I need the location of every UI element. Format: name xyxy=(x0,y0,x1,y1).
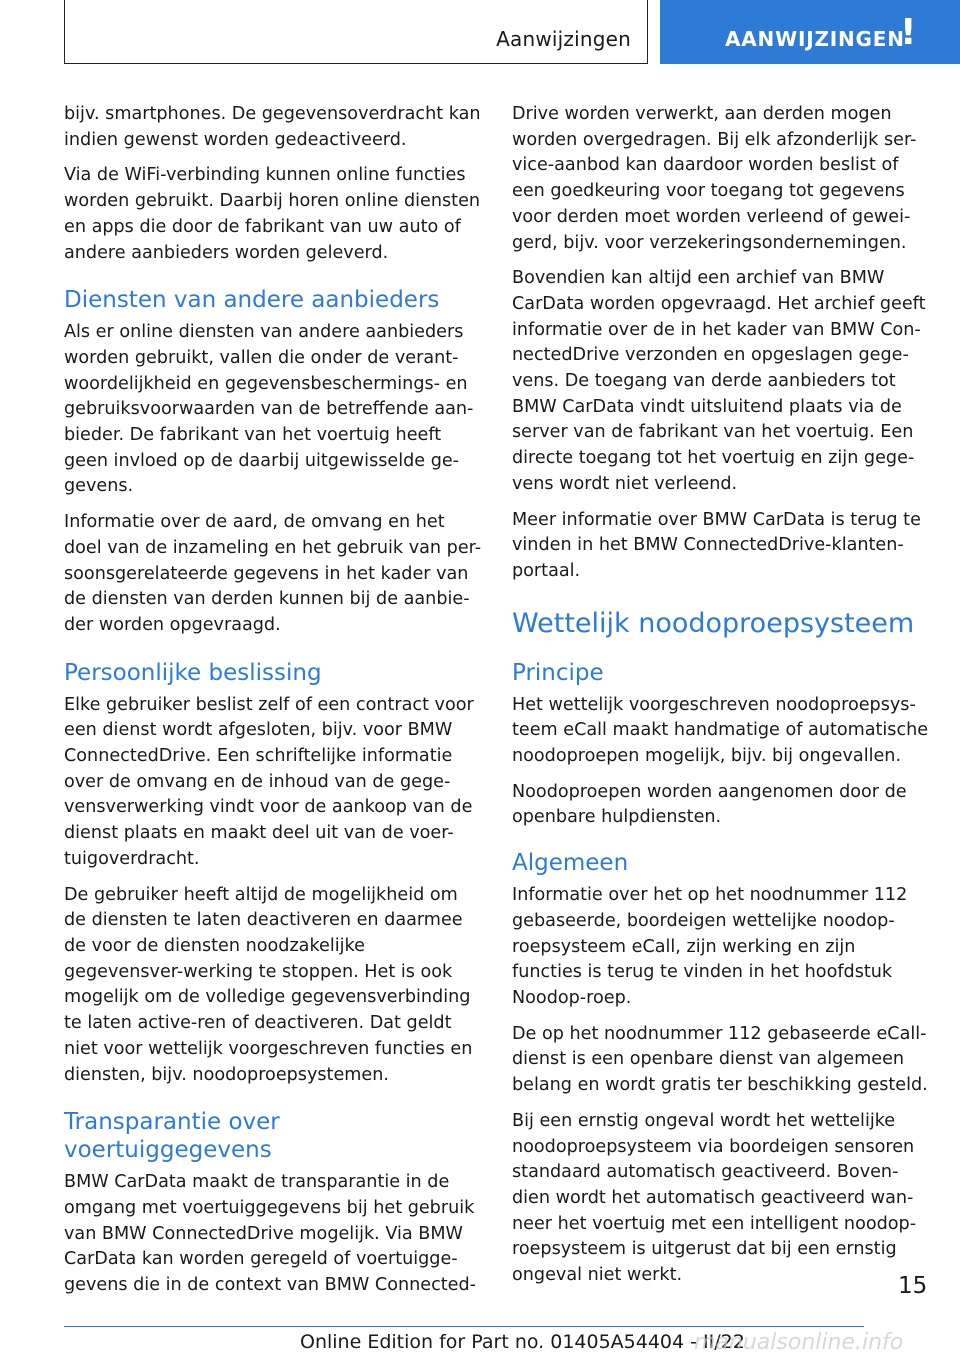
paragraph: Meer informatie over BMW CarData is terug te vinden in het BMW ConnectedDrive-klanten-portaal. xyxy=(512,509,921,581)
paragraph: Het wettelijk voorgeschreven noodoproepsys-teem eCall maakt handmatige of automatische noodoproepen mogelijk, bijv. bij ongevallen. xyxy=(512,694,929,767)
heading-diensten: Diensten van andere aanbieders xyxy=(64,287,440,314)
paragraph: De op het noodnummer 112 gebaseerde eCall-dienst is een openbare dienst van algemeen belang en wordt gratis ter beschikking gesteld. xyxy=(512,1023,928,1096)
exclamation-icon: ! xyxy=(900,12,917,53)
heading-persoonlijk: Persoonlijke beslissing xyxy=(64,659,322,686)
watermark: manualsonline.info xyxy=(694,1330,904,1355)
paragraph: bijv. smartphones. De gegevensoverdracht kan indien gewenst worden gedeactiveerd. xyxy=(64,104,481,150)
paragraph: Elke gebruiker beslist zelf of een contract voor een dienst wordt afgesloten, bijv. voor BMW ConnectedDrive. Een schriftelijke informatie over de omvang en de inhoud van de gege-vensverwerking vindt voor de aankoop van de dienst plaats en maakt deel uit van de voer-tuigoverdracht. xyxy=(64,694,474,869)
edition-note: Online Edition for Part no. 01405A54404 - II/22 xyxy=(300,1331,745,1353)
paragraph: Drive worden verwerkt, aan derden mogen worden overgedragen. Bij elk afzonderlijk ser-vice-aanbod kan daardoor worden beslist of een goedkeuring voor toegang tot gegevens voor derden moet worden verleend of gewei-gerd, bijv. voor verzekeringsondernemingen. xyxy=(512,104,917,253)
chapter-band xyxy=(660,0,960,64)
paragraph: Noodoproepen worden aangenomen door de openbare hulpdiensten. xyxy=(512,781,907,828)
footer-divider xyxy=(64,1326,864,1327)
paragraph: Bij een ernstig ongeval wordt het wettelijke noodoproepsysteem via boordeigen sensoren standaard automatisch geactiveerd. Boven-dien wordt het automatisch geactiveerd wan-neer het voertuig met een intelligent noodop-roepsysteem is uitgerust dat bij een ernstig ongeval niet werkt. xyxy=(512,1110,917,1286)
paragraph: Via de WiFi-verbinding kunnen online functies worden gebruikt. Daarbij horen online diensten en apps die door de fabrikant van uw auto of andere aanbieders worden geleverd. xyxy=(64,165,481,263)
heading-transparantie: Transparantie over voertuiggegevens xyxy=(64,1109,280,1164)
heading-principe: Principe xyxy=(512,659,604,686)
paragraph: Informatie over de aard, de omvang en het doel van de inzameling en het gebruik van per-soonsgerelateerde gegevens in het kader van de diensten van derden kunnen bij de aanbie-der worden opgevraagd. xyxy=(64,512,482,635)
page-number: 15 xyxy=(898,1273,928,1299)
header-section-box xyxy=(64,0,648,64)
heading-wettelijk: Wettelijk noodoproepsysteem xyxy=(512,607,915,639)
right-column xyxy=(512,102,930,1299)
paragraph: Als er online diensten van andere aanbieders worden gebruikt, vallen die onder de verant-woordelijkheid en gegevensbeschermings- en gebruiksvoorwaarden van de betreffende aan-bieder. De fabrikant van het voertuig heeft geen invloed op de daarbij uitgewisselde ge-gevens. xyxy=(64,322,474,497)
paragraph: Informatie over het op het noodnummer 112 gebaseerde, boordeigen wettelijke noodop-roepsysteem eCall, zijn werking en zijn functies is terug te vinden in het hoofdstuk Noodop-roep. xyxy=(512,885,908,1008)
chapter-title: AANWIJZINGEN xyxy=(725,27,905,51)
paragraph: Bovendien kan altijd een archief van BMW CarData worden opgevraagd. Het archief geeft informatie over de in het kader van BMW Con-nectedDrive verzonden en opgeslagen gege-vens. De toegang van derde aanbieders tot BMW CarData vindt uitsluitend plaats via de server van de fabrikant van het voertuig. Een directe toegang tot het voertuig en zijn gege-vens wordt niet verleend. xyxy=(512,268,926,494)
paragraph: BMW CarData maakt de transparantie in de omgang met voertuiggegevens bij het gebruik van BMW ConnectedDrive mogelijk. Via BMW CarData kan worden geregeld of voertuigge-gevens die in de context van BMW Connected- xyxy=(64,1172,476,1296)
heading-algemeen: Algemeen xyxy=(512,850,629,877)
section-title: Aanwijzingen xyxy=(496,27,631,51)
paragraph: De gebruiker heeft altijd de mogelijkheid om de diensten te laten deactiveren en daarmee de voor de diensten noodzakelijke gegevensver-werking te stoppen. Het is ook mogelijk om de volledige gegevensverbinding te laten active-ren of deactiveren. Dat geldt niet voor wettelijk voorgeschreven functies en diensten, bijv. noodoproepsystemen. xyxy=(64,884,473,1085)
left-column xyxy=(64,102,482,1309)
